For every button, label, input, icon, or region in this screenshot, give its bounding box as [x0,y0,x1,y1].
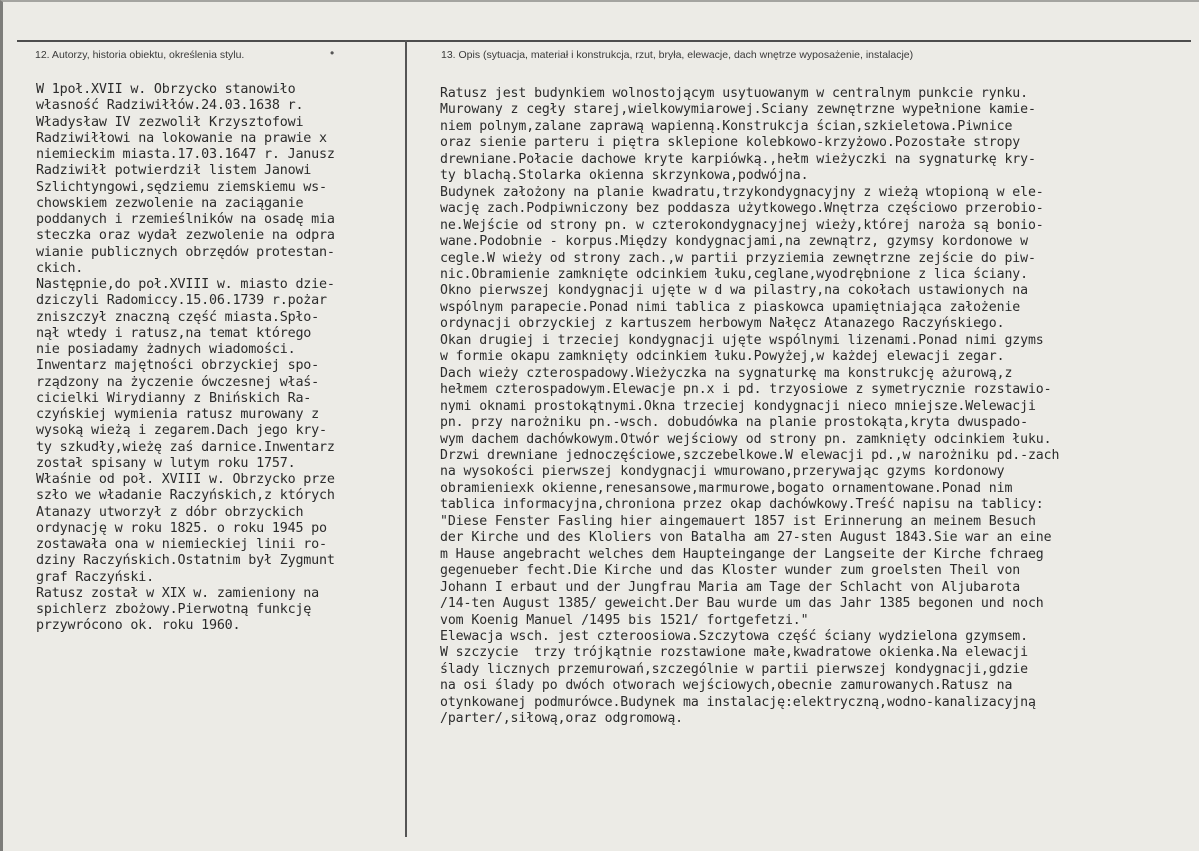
history-text-line: cicielki Wirydianny z Bnińskich Ra- [36,390,312,406]
description-text-line: w formie okapu zamknięty odcinkiem łuku.Powyżej,w każdej elewacji zegar. [440,349,1005,365]
history-text-line: zniszczył znaczną część miasta.Spło- [36,309,320,325]
description-text-line: ty blachą.Stolarka okienna skrzynkowa,podwójna. [440,168,809,184]
history-text-line: steczka oraz wydał zezwolenie na odpra [36,228,335,244]
history-text-line: graf Raczyński. [36,569,154,585]
history-text-line: czyńskiej wymienia ratusz murowany z [36,407,320,422]
history-text-line: dziczyli Radomiccy.15.06.1739 r.pożar [36,293,327,309]
description-text-line: oraz sienie parteru i piętra sklepione kolebkowo-krzyżowo.Pozostałe stropy [440,135,1021,151]
history-text-line: poddanych i rzemieślników na osadę mia [36,212,335,227]
history-text-line: Właśnie od poł. XVIII w. Obrzycko prze [36,472,335,487]
description-text-line: wym dachem dachówkowym.Otwór wejściowy od strony pn. zamknięty odcinkiem łuku. [440,431,1052,447]
description-text-line: cegle.W wieży od strony zach.,w partii przyziemia zewnętrzne zejście do piw- [440,250,1036,266]
description-text-line: der Kirche und des Kloliers von Batalha am 27-sten August 1843.Sie war an eine [440,530,1052,546]
history-text-line: Inwentarz majętności obrzyckiej spo- [36,358,320,374]
left-column-header: 12. Autorzy, historia obiektu, określenia stylu. [35,49,245,61]
description-text-line: /14-ten August 1385/ geweicht.Der Bau wurde um das Jahr 1385 begonen und noch [440,596,1044,612]
history-text-line: Szlichtyngowi,sędziemu ziemskiemu ws- [36,179,327,195]
description-text-line: Murowany z cegły starej,wielkowymiarowej.Ściany zewnętrzne wypełnione kamie- [440,102,1036,118]
history-text-line: nie posiadamy żadnych wiadomości. [36,342,296,357]
description-text-line: ordynacji obrzyckiej z kartuszem herbowym Nałęcz Atanazego Raczyńskiego. [440,316,1005,332]
description-text-line: /parter/,siłową,oraz odgromową. [440,711,684,727]
description-text-line: wane.Podobnie - korpus.Między kondygnacjami,na zewnątrz, gzymsy kordonowe w [440,234,1028,250]
history-text-line: Następnie,do poł.XVIII w. miasto dzie- [36,277,335,292]
description-text-line: "Diese Fenster Fasling hier aingemauert 1857 ist Erinnerung an meinem Besuch [440,513,1036,529]
description-text-line: Ratusz jest budynkiem wolnostojącym usytuowanym w centralnym punkcie rynku. [440,86,1028,101]
description-text-line: Drzwi drewniane jednoczęściowe,szczebelkowe.W elewacji pd.,w narożniku pd.-zach [440,447,1060,463]
history-text-line: Radziwiłłowi na lokowanie na prawie x [36,130,327,146]
header-divider [17,40,1191,42]
description-text-line: Elewacja wsch. jest czteroosiowa.Szczytowa część ściany wydzielona gzymsem. [440,628,1028,644]
header-dot-mark: • [330,46,335,60]
history-text-column [36,82,402,635]
history-text-line: rządzony na życzenie ówczesnej właś- [36,374,320,390]
description-text-line: m Hause angebracht welches dem Haupteingange der Langseite der Kirche fchraeg [440,546,1044,562]
history-text-line: spichlerz zbożowy.Pierwotną funkcję [36,602,312,617]
description-text-line: tablica informacyjna,chroniona przez okap dachówkowy.Treść napisu na tablicy: [440,497,1044,513]
right-column-header: 13. Opis (sytuacja, materiał i konstrukcja, rzut, bryła, elewacje, dach wnętrze wyposażenie, instalacje) [441,49,914,61]
history-text-line: przywrócono ok. roku 1960. [36,618,241,634]
history-text-line: dziny Raczyńskich.Ostatnim był Zygmunt [36,553,335,569]
history-text-line: niemieckim miasta.17.03.1647 r. Janusz [36,147,335,162]
description-text-line: Okno pierwszej kondygnacji ujęte w d wa pilastry,na cokołach ustawionych na [440,283,1028,299]
history-text-line: W 1poł.XVII w. Obrzycko stanowiło [36,82,296,97]
history-text-line: szło we władanie Raczyńskich,z których [36,488,335,504]
history-text-line: ty szkudły,wieżę zaś darnice.Inwentarz [36,439,335,455]
history-text-line: własność Radziwiłłów.24.03.1638 r. [36,98,304,114]
history-text-line: wysoką wieżą i zegarem.Dach jego kry- [36,423,327,439]
history-text-line: Atanazy utworzył z dóbr obrzyckich [36,504,304,520]
description-text-line: hełmem czterospadowym.Elewacje pn.x i pd. trzyosiowe z symetrycznie rozstawio- [440,382,1052,398]
description-text-line: gegenueber fecht.Die Kirche und das Kloster wunder zum groelsten Theil von [440,563,1021,579]
description-text-line: otynkowanej podmurówce.Budynek ma instalację:elektryczną,wodno-kanalizacyjną [440,694,1036,710]
history-text-line: został spisany w lutym roku 1757. [36,455,296,471]
description-text-line: niem polnym,zalane zaprawą wapienną.Konstrukcja ścian,szkieletowa.Piwnice [440,118,1013,134]
description-text-line: wację zach.Podpiwniczony bez poddasza użytkowego.Wnętrza częściowo przerobio- [440,201,1044,217]
description-text-column [440,86,1198,728]
description-text-line: nymi oknami prostokątnymi.Okna trzeciej kondygnacji nieco mniejsze.Welewacji [440,398,1036,414]
history-text-line: zostawała ona w niemieckiej linii ro- [36,537,327,552]
description-text-line: Budynek założony na planie kwadratu,trzykondygnacyjny z wieżą wtopioną w ele- [440,184,1044,200]
description-text-line: vom Koenig Manuel /1495 bis 1521/ fortgefetzi." [440,612,809,628]
history-text-line: ordynację w roku 1825. o roku 1945 po [36,520,327,536]
description-text-line: pn. przy narożniku pn.-wsch. dobudówka na planie prostokąta,kryta dwuspado- [440,415,1028,431]
description-text-line: nic.Obramienie zamknięte odcinkiem łuku,ceglane,wyodrębnione z lica ściany. [440,266,1028,282]
history-text-line: nął wtedy i ratusz,na temat którego [36,325,312,341]
history-text-line: Władysław IV zezwolił Krzysztofowi [36,114,304,130]
history-text-line: Radziwiłł potwierdził listem Janowi [36,163,312,179]
column-divider [405,40,407,837]
history-text-line: wianie publicznych obrzędów protestan- [36,244,335,260]
description-text-line: wspólnym parapecie.Ponad nimi tablica z piaskowca upamiętniająca założenie [440,299,1021,315]
description-text-line: Johann I erbaut und der Jungfrau Maria am Tage der Schlacht von Aljubarota [440,579,1021,595]
history-text-line: Ratusz został w XIX w. zamieniony na [36,585,320,601]
history-text-line: chowskiem zezwolenie na zaciąganie [36,195,304,211]
description-text-line: ślady licznych przemurowań,szczególnie w partii pierwszej kondygnacji,gdzie [440,661,1028,677]
description-text-line: Okan drugiej i trzeciej kondygnacji ujęte wspólnymi lizenami.Ponad nimi gzyms [440,332,1044,348]
description-text-line: Dach wieży czterospadowy.Wieżyczka na sygnaturkę ma konstrukcję ażurową,z [440,365,1013,381]
description-text-line: W szczycie trzy trójkątnie rozstawione małe,kwadratowe okienka.Na elewacji [440,645,1028,661]
description-text-line: drewniane.Połacie dachowe kryte karpiówką.,hełm wieżyczki na sygnaturkę kry- [440,151,1036,167]
history-text-line: ckich. [36,260,84,276]
description-text-line: ne.Wejście od strony pn. w czterokondygnacyjnej wieży,której naroża są bonio- [440,217,1044,233]
description-text-line: obramieniexk okienne,renesansowe,marmurowe,bogato ornamentowane.Ponad nim [440,480,1013,496]
description-text-line: na osi ślady po dwóch otworach wejściowych,obecnie zamurowanych.Ratusz na [440,678,1013,694]
description-text-line: na wysokości pierwszej kondygnacji wmurowano,przerywając gzyms kordonowy [440,464,1005,480]
